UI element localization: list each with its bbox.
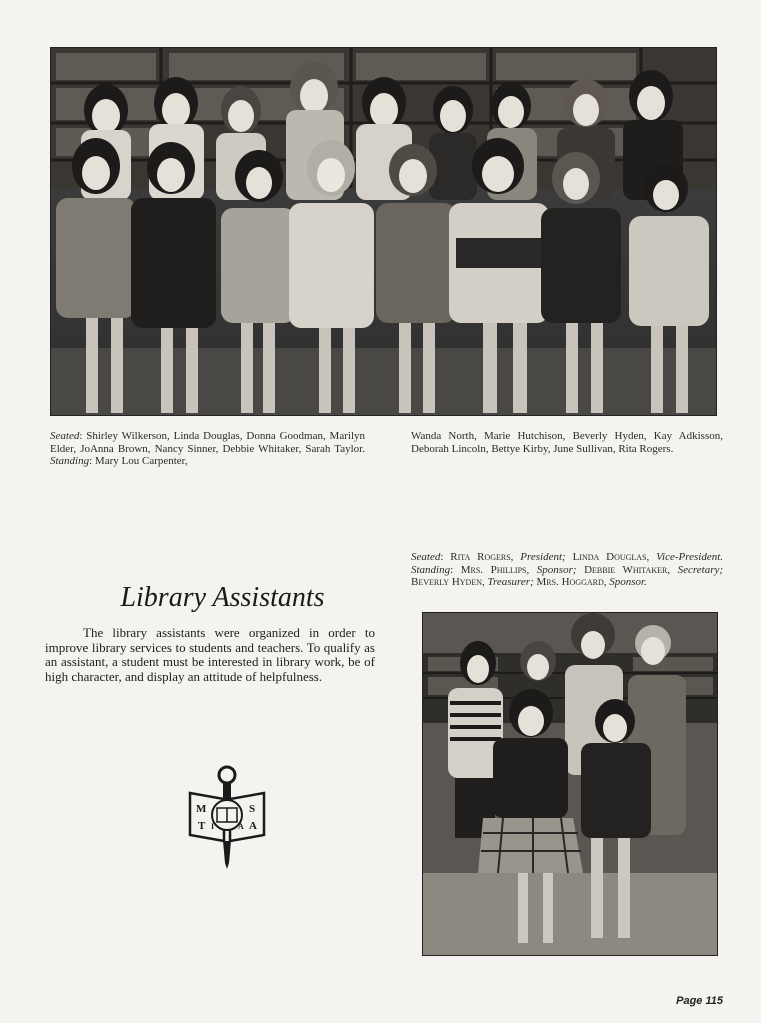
officer-role: President;	[520, 551, 566, 563]
officer-role: Treasurer;	[487, 576, 534, 588]
emblem-letter: T	[198, 820, 206, 832]
section-title: Library Assistants	[120, 582, 325, 613]
emblem-letter: M	[196, 803, 207, 815]
section-body: The library assistants were organized in order to improve library services to students and teachers. To qualify as an assistant, a student must be interested in library work, be of high character, and display an attitude of helpfulness.	[45, 625, 375, 684]
emblem-letter: I	[211, 822, 215, 831]
sep: :	[450, 563, 461, 576]
group-photo-illustration	[51, 48, 716, 415]
officers-photo-illustration	[423, 613, 717, 955]
top-photo-caption-right	[411, 430, 723, 455]
officer-name: Rita Rogers	[450, 551, 511, 563]
library-club-emblem-icon	[186, 765, 268, 869]
top-photo-caption-left	[50, 430, 365, 468]
officer-name: Beverly Hyden	[411, 576, 482, 588]
officer-name: Mrs. Phillips	[460, 563, 527, 576]
standing-label: Standing	[50, 455, 90, 467]
officer-role: Sponsor;	[536, 563, 577, 576]
officer-name: Debbie Whitaker	[584, 563, 668, 576]
officers-standing-label: Standing	[411, 563, 451, 576]
emblem-letter: S	[249, 803, 256, 815]
standing-names-end: Wanda North, Marie Hutchison, Beverly Hyden, Kay Adkisson, Deborah Lincoln, Bettye Kirby, June Sullivan, Rita Rogers.	[411, 430, 723, 455]
group-photo	[50, 47, 717, 416]
officers-seated-label: Seated	[411, 551, 441, 563]
officer-name: Mrs. Hoggard	[536, 576, 604, 588]
officers-photo	[422, 612, 718, 956]
sep: :	[440, 551, 451, 563]
page-number: Page 115	[676, 995, 723, 1007]
seated-label: Seated	[50, 430, 80, 442]
officer-role: Vice-President.	[656, 551, 724, 563]
seated-names: : Shirley Wilkerson, Linda Douglas, Donna Goodman, Marilyn Elder, JoAnna Brown, Nancy Sinner, Debbie Whitaker, Sarah Taylor.	[50, 430, 365, 455]
officer-role: Secretary;	[677, 563, 724, 576]
emblem-letter: A	[238, 822, 244, 831]
officers-caption: Seated: Rita Rogers, President; Linda Douglas, Vice-President. Standing: Mrs. Phillips, Sponsor; Debbie Whitaker, Secretary; Beverly Hyden, Treasurer; Mrs. Hoggard, Sponsor.	[411, 551, 724, 588]
emblem-letter: A	[249, 820, 257, 832]
standing-names-start: : Mary Lou Carpenter,	[89, 455, 188, 467]
officer-name: Linda Douglas	[572, 551, 647, 563]
officer-role: Sponsor.	[609, 576, 647, 588]
